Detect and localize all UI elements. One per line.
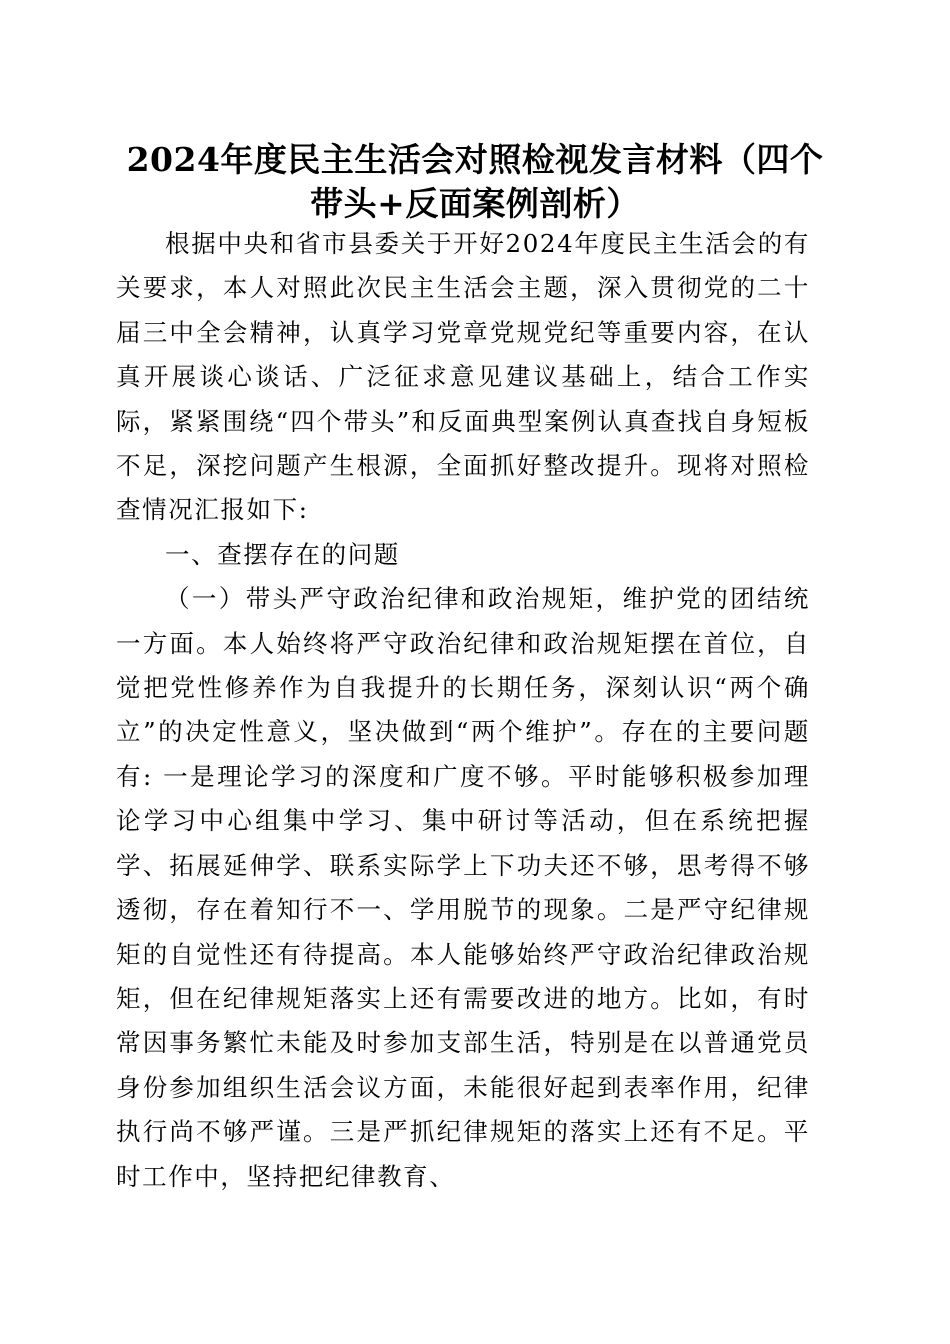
document-title: 2024年度民主生活会对照检视发言材料（四个带头+反面案例剖析） [126,140,824,223]
intro-paragraph: 根据中央和省市县委关于开好2024年度民主生活会的有关要求，本人对照此次民主生活会主题，深入贯彻党的二十届三中全会精神，认真学习党章党规党纪等重要内容，在认真开展谈心谈话、广泛征求意见建议基础上，结合工作实际，紧紧围绕“四个带头”和反面典型案例认真查找自身短板不足，深挖问题产生根源，全面抓好整改提升。现将对照检查情况汇报如下: [116,229,810,525]
section-1-paragraph-1: （一）带头严守政治纪律和政治规矩，维护党的团结统一方面。本人始终将严守政治纪律和政治规矩摆在首位，自觉把党性修养作为自我提升的长期任务，深刻认识“两个确立”的决定性意义，坚决做到“两个维护”。存在的主要问题有: 一是理论学习的深度和广度不够。平时能够积极参加理论学习中心组集中学习、集中研讨等活动，但在系统把握学、拓展延伸学、联系实际学上下功夫还不够，思考得不够透彻，存在着知行不一、学用脱节的现象。二是严守纪律规矩的自觉性还有待提高。本人能够始终严守政治纪律政治规矩，但在纪律规矩落实上还有需要改进的地方。比如，有时常因事务繁忙未能及时参加支部生活，特别是在以普通党员身份参加组织生活会议方面，未能很好起到表率作用，纪律执行尚不够严谨。三是严抓纪律规矩的落实上还有不足。平时工作中，坚持把纪律教育、 [116,584,810,1191]
document-body [116,222,810,1199]
section-heading-1: 一、查摆存在的问题 [165,539,400,569]
